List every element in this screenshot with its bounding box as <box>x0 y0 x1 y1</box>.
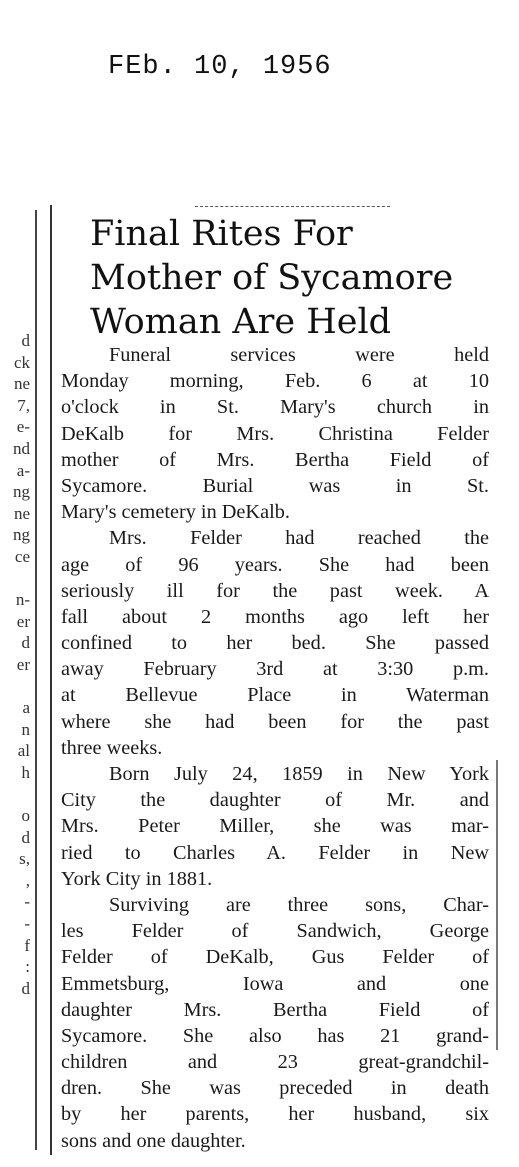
body-line: York City in 1881. <box>61 867 213 890</box>
fragment-line: : <box>25 957 30 977</box>
body-line: confined to her bed. She passed <box>61 632 489 655</box>
fragment-line: nd <box>13 438 30 458</box>
body-line: three weeks. <box>61 736 163 759</box>
body-line: Sycamore. She also has 21 grand- <box>61 1024 489 1047</box>
adjacent-column-fragment <box>0 330 30 999</box>
body-line: daughter Mrs. Bertha Field of <box>61 998 489 1021</box>
body-line: Monday morning, Feb. 6 at 10 <box>61 370 489 393</box>
body-line: Funeral services were held <box>109 344 489 366</box>
body-line: where she had been for the past <box>61 710 489 733</box>
body-line: seriously ill for the past week. A <box>61 579 489 602</box>
body-line: Felder of DeKalb, Gus Felder of <box>61 946 489 969</box>
column-rule <box>496 760 498 1050</box>
body-line: les Felder of Sandwich, George <box>61 920 489 943</box>
fragment-line <box>0 568 30 590</box>
fragment-line: h <box>21 762 30 782</box>
body-line: Sycamore. Burial was in St. <box>61 474 489 497</box>
paragraph <box>61 761 489 892</box>
fragment-line <box>0 676 30 698</box>
headline-line: Final Rites For <box>90 214 353 254</box>
body-line: mother of Mrs. Bertha Field of <box>61 448 489 471</box>
paragraph <box>61 525 489 761</box>
fragment-line: ne <box>13 374 30 394</box>
fragment-line: ng <box>13 482 30 502</box>
fragment-line: d <box>21 331 30 350</box>
paragraph <box>61 342 489 525</box>
fragment-line: er <box>16 611 30 631</box>
article-top-rule <box>195 206 390 208</box>
body-line: dren. She was preceded in death <box>61 1077 489 1100</box>
fragment-line: ce <box>14 546 30 566</box>
headline-line: Mother of Sycamore <box>90 258 454 298</box>
fragment-line: s, <box>19 849 30 869</box>
article-body <box>61 342 489 1154</box>
body-line: Mrs. Felder had reached the <box>109 527 489 550</box>
column-rule <box>50 205 52 1155</box>
body-line: Mrs. Peter Miller, she was mar- <box>61 815 489 838</box>
fragment-line: - <box>24 892 30 912</box>
body-line: Surviving are three sons, Char- <box>109 893 489 916</box>
body-line: City the daughter of Mr. and <box>61 789 489 812</box>
body-line: ried to Charles A. Felder in New <box>61 841 489 864</box>
fragment-line: ne <box>13 503 30 523</box>
fragment-line: d <box>21 827 30 847</box>
body-line: o'clock in St. Mary's church in <box>61 396 489 419</box>
body-line: age of 96 years. She had been <box>61 553 489 576</box>
fragment-line <box>0 783 30 805</box>
fragment-line: e- <box>16 417 30 437</box>
fragment-line: ng <box>13 525 30 545</box>
fragment-line: f <box>24 935 30 955</box>
fragment-line: d <box>21 978 30 998</box>
fragment-line: 7, <box>17 395 30 415</box>
body-line: Mary's cemetery in DeKalb. <box>61 501 290 524</box>
fragment-line: , <box>25 870 30 890</box>
fragment-line: d <box>21 633 30 653</box>
fragment-line: al <box>17 741 30 761</box>
body-line: Emmetsburg, Iowa and one <box>61 972 489 995</box>
fragment-line: ck <box>13 352 30 372</box>
body-line: by her parents, her husband, six <box>61 1103 489 1126</box>
dateline: FEb. 10, 1956 <box>108 52 332 82</box>
headline-line: Woman Are Held <box>90 302 392 342</box>
column-rule <box>35 210 37 1150</box>
body-line: DeKalb for Mrs. Christina Felder <box>61 422 489 445</box>
body-line: sons and one daughter. <box>61 1129 246 1152</box>
fragment-line: a <box>22 698 30 718</box>
fragment-line: o <box>21 806 30 826</box>
fragment-line: - <box>24 914 30 934</box>
body-line: at Bellevue Place in Waterman <box>61 684 489 707</box>
paragraph <box>61 892 489 1154</box>
headline <box>90 212 480 344</box>
body-line: fall about 2 months ago left her <box>61 605 489 628</box>
fragment-line: a- <box>16 460 30 480</box>
body-line: children and 23 great-grandchil- <box>61 1051 489 1074</box>
fragment-line: n <box>21 719 30 739</box>
body-line: Born July 24, 1859 in New York <box>109 763 489 785</box>
fragment-line: er <box>16 654 30 674</box>
body-line: away February 3rd at 3:30 p.m. <box>61 658 489 681</box>
fragment-line: n- <box>15 590 30 610</box>
